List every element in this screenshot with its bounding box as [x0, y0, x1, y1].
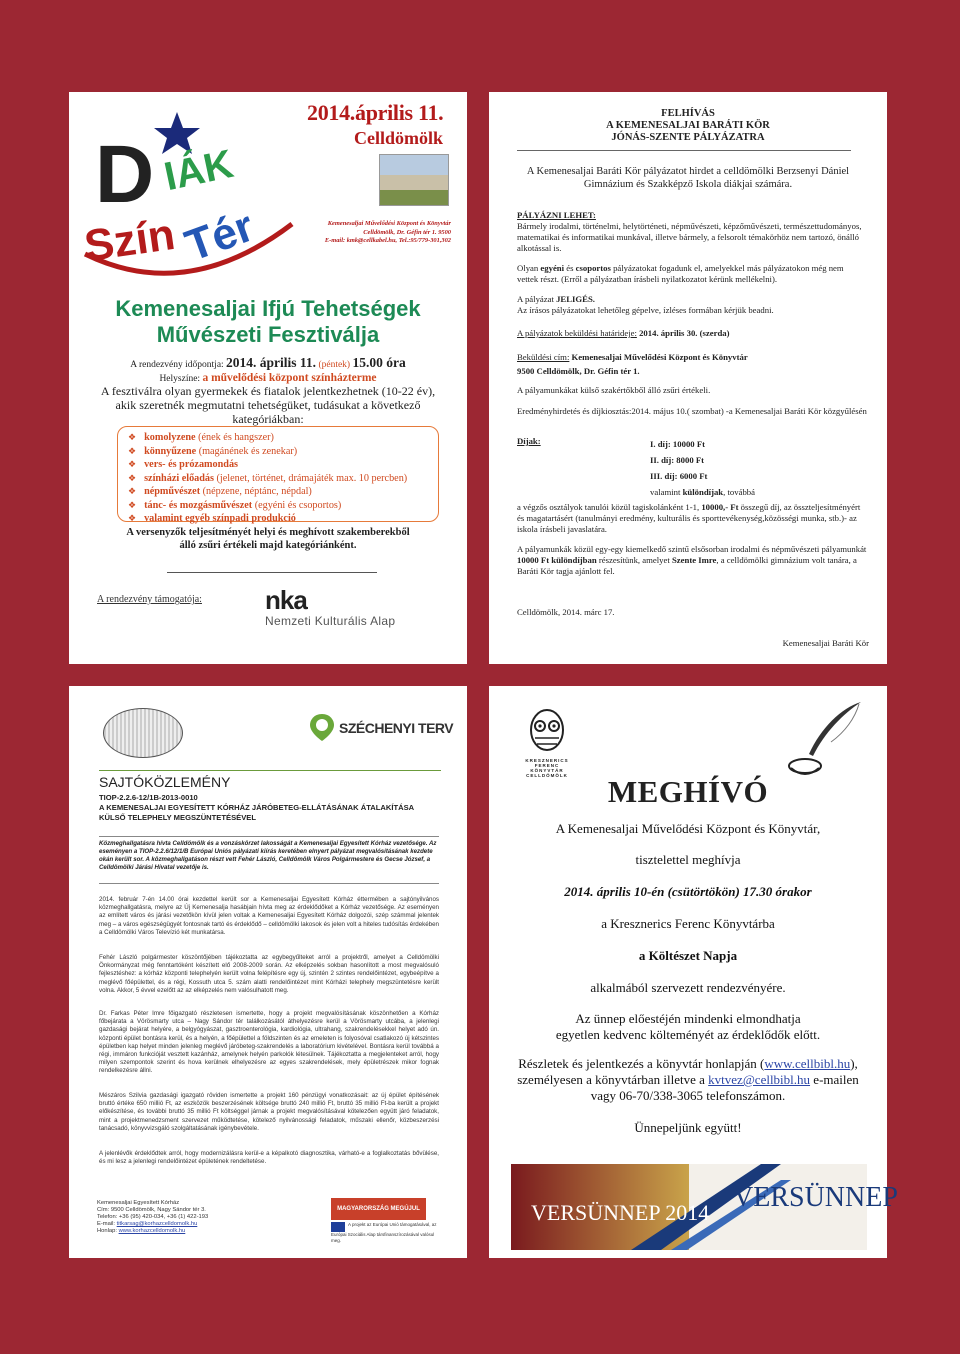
contact-line: Telefon: +36 (95) 420-034, +36 (1) 422-193: [97, 1214, 209, 1220]
text-part: összegű díj, az összteljesítményért és magatartásért (tanulmányi eredmény, kulturális és sporttevékenység,közösségi munka, stb.)- az iskola írásbeli javaslatára.: [517, 502, 861, 534]
call-for-submissions: [489, 92, 887, 664]
logo-word-iak: IÁK: [160, 141, 238, 200]
invitation-date: 2014. április 10-én (csütörtökön) 17.30 órakor: [564, 884, 812, 899]
poster-date: 2014.április 11.: [307, 100, 444, 125]
text-bold: 10000 Ft különdíjban: [517, 555, 597, 565]
contact-line: Cím: 9500 Celldömölk, Nagy Sándor tér 3.: [97, 1207, 206, 1213]
prize-1: I. díj: 10000 Ft: [650, 439, 706, 449]
banner-right-text: VERSÜNNEP: [733, 1182, 898, 1213]
press-summary: Közmeghallgatásra hívta Celldömölk és a vonzáskörzet lakosságát a Kemenesaljai Egyesített Kórház vezetősége. Az eseményen a TIOP-2.2.6/12/1/B Európai Uniós pályázati kiírás keretében elnyert pályázat megvalósításának kezdete okán került sor. A közmeghallgatáson részt vett Fehér László, Celldömölk Város Polgármestere és Gecse József, a Celldömölki Járási Hivatal vezetője is.: [99, 836, 439, 884]
deadline: [517, 328, 867, 339]
category-name: tánc- és mozgásművészet: [144, 499, 253, 511]
building-photo: [379, 154, 449, 206]
text-part: személyesen a könyvtárban illetve a: [517, 1072, 709, 1087]
org-name: Kemenesaljai Művelődési Központ és Könyvtár: [327, 220, 451, 227]
bullet-icon: ❖: [128, 472, 137, 483]
category-item: [128, 499, 438, 513]
call-intro-line: A Kemenesaljai Baráti Kör pályázatot hirdet a celldömölki Berzsenyi Dániel: [526, 166, 850, 177]
address-label: Beküldési cím:: [517, 352, 570, 362]
prize-2: II. díj: 8000 Ft: [650, 455, 705, 465]
press-paragraph: Dr. Farkas Péter Imre főigazgató részletesen ismertette, hogy a projekt megvalósításának köszönhetően a Kórház főbejárata a Vörösmarty utca – Nagy Sándor tér találkozásától áthelyezésre kerül a Vörösmarty utcába, a jelenlegi gazdasági bejárat helyére, a belgyógyászat, gasztroenterológia, kardiológia, ultrahang, szakrendelésekkel helyet adó ún. központi épület bontásra kerül, és a helyén, a főépülettel a földszinten és az emeleten is folyosóval csatlakozó új kétszintes épületben kap helyet minden jelenleg meglévő járóbeteg-szakrendelés a laboratórium kivételével. Bontásra kerül továbbá a régi, immáron funkcióját vesztett kazánház, amelynek helyén parkolók létesülnek. Tájékoztatta a megjelenteket arról, hogy milyen szempontok szerint és hova kerülnek elhelyezésre az egyes szakrendelések, mely épületrészek mikor fognak rendelkezésre állni.: [99, 1010, 439, 1075]
category-note: (magánének és zenekar): [196, 445, 298, 457]
press-release: [69, 686, 467, 1258]
bullet-icon: ❖: [128, 499, 137, 510]
web-link[interactable]: www.korhazcelldomolk.hu: [118, 1228, 186, 1234]
call-intro-line: Gimnázium és Szakképző Iskola diákjai számára.: [583, 178, 793, 190]
jury-line: álló zsűri értékeli majd kategóriánként.: [179, 540, 357, 551]
text-part: A pályázat: [517, 294, 557, 304]
logo-word-szin: Szín: [81, 209, 178, 272]
category-name: könnyűzene: [144, 445, 197, 457]
bullet-icon: ❖: [128, 459, 137, 469]
invitation-line: egyetlen kedvenc költeményét az érdeklődők előtt.: [555, 1027, 821, 1042]
category-note: (ének és hangszer): [195, 432, 274, 443]
category-item: [128, 472, 438, 486]
text-part: valamint: [650, 487, 683, 497]
category-note: (jelenet, történet, drámajáték max. 10 percben): [213, 472, 408, 484]
press-paragraph: 2014. február 7-én 14.00 órai kezdettel került sor a Kemenesaljai Egyesített Kórház éttermében a sajtónyilvános közmeghallgatásra, melyre az Új Kemenesalja hasábjain hívta meg az érdeklődőket a Kórház vezetősége. Az eseményen az említett város és járási vezetőkön kívül jelen voltak a Kemenesaljai Egyesített Kórház dolgozói, szép számmal jelentek meg – a város egészségügyét fontosnak tartó és érdeklődő – celldömölki lakosok és jelen volt a hiteles tudósítás érdekében a Celldömölki Város Televízió két munkatársa.: [99, 896, 439, 936]
prize-list: [650, 436, 850, 500]
graduate-prize: [517, 502, 867, 535]
category-name: népművészet: [144, 486, 201, 497]
press-paragraph: Fehér László polgármester köszöntőjében tájékoztatta az egybegyűlteket arról a projektről, amelyet a Celldömölki Önkormányzat még fenntartóként készített elő 2008-2009 során. Az elképzelés sokban hasonlított a most megvalósuló fejlesztéshez: a kórház központi telephelyén került volna felépítésre egy új, szintén 2 szintes rendelőintézet, egybeépítve a meglévő főépülettel, és a régi, Kossuth utca 5. szám alatti rendelőintézet mint Kórházi telephely megszüntetésre került volna. Akkor, 5 évvel ezelőtt az az elképzelés nem valósulhatott meg.: [99, 954, 439, 994]
invitation-line: tisztelettel meghívja: [635, 852, 741, 867]
intro-line: akik szeretnék megmutatni tehetségüket, tudásukat a következő: [115, 398, 421, 412]
event-date-value: 2014. április 11.: [226, 355, 317, 370]
category-note: (népzene, néptánc, népdal): [200, 486, 312, 497]
text-part: ),: [850, 1056, 858, 1071]
event-date-label: A rendezvény időpontja:: [130, 360, 227, 370]
event-date-line: [69, 356, 467, 372]
text-part: A pályamunkák közül egy-egy kiemelkedő szintű elsősorban irodalmi és népművészeti pályamunkát: [517, 544, 867, 554]
text-part: pályázatokat fogadunk el, amelyekkel más pályázatokon még nem vettek részt. (Erről a pályázatban írásbeli nyilatkozatot kérünk mellékelni).: [517, 263, 844, 284]
divider: [167, 572, 377, 573]
nka-logo: [265, 586, 405, 636]
quill-ink-icon: [785, 698, 869, 782]
signature: Kemenesaljai Baráti Kör: [782, 638, 869, 648]
address-value: Kemenesaljai Művelődési Központ és Könyvtár: [569, 352, 748, 362]
divider: [517, 150, 851, 151]
nka-logo-mark: nka: [265, 585, 307, 615]
prizes-label-text: Díjak:: [517, 436, 541, 446]
text-part: részesítünk, amelyet: [596, 555, 672, 565]
divider: [99, 770, 441, 771]
call-intro: [489, 166, 887, 191]
prizes-label: [517, 436, 637, 447]
library-email-link[interactable]: kvtvez@cellbibl.hu: [708, 1072, 811, 1087]
invitation-line: a Kresznerics Ferenc Könyvtárba: [601, 916, 775, 931]
invitation-phone: vagy 06-70/338-3065 telefonszámon.: [590, 1088, 786, 1103]
category-item: [128, 445, 438, 459]
banner-left-text: VERSÜNNEP 2014: [531, 1200, 710, 1225]
eu-funding-note: [331, 1222, 441, 1243]
jury-note: [69, 526, 467, 552]
press-release-title: SAJTÓKÖZLEMÉNY: [99, 774, 231, 790]
festival-intro: [69, 384, 467, 426]
text-bold: különdíjak: [682, 487, 724, 497]
category-item: [128, 458, 438, 472]
category-item: [128, 431, 438, 445]
invitation-line: alkalmából szervezett rendezvényére.: [590, 980, 786, 995]
bullet-icon: ❖: [128, 513, 137, 523]
email-link[interactable]: titkarsag@korhazcelldomolk.hu: [116, 1221, 198, 1227]
star-icon: [154, 112, 200, 154]
text-bold: 10000,- Ft: [701, 502, 739, 512]
sponsor-label: A rendezvény támogatója:: [97, 594, 202, 605]
eligibility-text: Bármely irodalmi, történelmi, helytörténeti, népművészeti, képzőművészeti, természettudományos, matematikai és informatikai munkával, illetve bármely, a felsorolt témakörhöz nem tartozó, önálló alkotással is.: [517, 221, 862, 253]
logo-letter-d: D: [95, 129, 155, 220]
category-note: (egyéni és csoportos): [252, 499, 342, 511]
text-part: Az írásos pályázatokat lehetőleg gépelve, ízléses formában kérjük beadni.: [517, 305, 774, 315]
szechenyi-pin-icon: [309, 712, 335, 742]
text-part: Részletek és jelentkezés a könyvtár honlapján (: [518, 1056, 765, 1071]
library-name-line: FERENC: [534, 763, 560, 768]
call-title: [489, 108, 887, 144]
text-part: , továbbá: [723, 487, 756, 497]
szechenyi-logo-text: SZÉCHENYI TERV: [339, 720, 454, 736]
email-label: E-mail:: [97, 1221, 117, 1227]
festival-title-line2: Művészeti Fesztiválja: [156, 322, 380, 347]
poster-diak-szin-ter: [69, 92, 467, 664]
text-part: a végzős osztályok tanulói közül tagiskolánként 1-1,: [517, 502, 702, 512]
date-place: Celldömölk, 2014. márc 17.: [517, 607, 615, 617]
project-reference: TIOP-2.2.6-12/1B-2013-0010: [99, 793, 198, 802]
invitation: [489, 686, 898, 1258]
intro-line: A fesztiválra olyan gyermekek és fiatalok jelentkezhetnek (10-22 év),: [100, 384, 436, 398]
event-time: 15.00 óra: [352, 355, 406, 370]
invitation-title: MEGHÍVÓ: [607, 774, 769, 809]
library-name-line: KRESZNERICS: [525, 758, 569, 763]
festival-title-line1: Kemenesaljai Ifjú Tehetségek: [115, 296, 421, 321]
eu-text: A projekt az Európai Unió támogatásával, az Európai Szociális Alap társfinanszírozásával valósul meg.: [331, 1222, 437, 1243]
hospital-contact: [97, 1200, 208, 1235]
bullet-icon: ❖: [128, 432, 137, 442]
press-paragraph: A jelenlévők érdeklődtek arról, hogy modernizálásra kerül-e a képalkotó diagnosztika, várható-e a foglalkoztatás bővülése, és mi lesz a jelenlegi rendelőintézet épületének rendeltetése.: [99, 1150, 439, 1166]
intro-line: kategóriákban:: [232, 412, 304, 426]
jury-text: A pályamunkákat külső szakértőkből álló zsűri értékeli.: [517, 385, 711, 395]
prize-3: III. díj: 6000 Ft: [650, 471, 708, 481]
text-part: e-mailen: [810, 1072, 859, 1087]
category-name: komolyzene: [144, 432, 196, 443]
contact-line: Kemenesaljai Egyesített Kórház: [97, 1200, 180, 1206]
text-part: Olyan: [517, 263, 541, 273]
bullet-icon: ❖: [128, 445, 137, 456]
text-bold: egyéni: [540, 263, 565, 273]
diak-szin-ter-logo: [77, 104, 307, 279]
hospital-crest-icon: [103, 708, 183, 758]
category-name: valamint egyéb színpadi produkció: [144, 513, 296, 524]
address-value-2: 9500 Celldömölk, Dr. Géfin tér 1.: [517, 366, 640, 376]
call-title-line: A KEMENESALJAI BARÁTI KÖR: [606, 120, 770, 131]
press-paragraph: Mészáros Szilvia gazdasági igazgató röviden ismertette a projekt 160 pénzügyi vonatkozásait: az új épület építésének bruttó értéke 650 millió Ft, az eszközök beszerzésének költsége bruttó 240 millió Ft, bruttó 35 millió Ft-ba került a projekt előkészítése, és további bruttó 35 millió Ft költséggel járnak a projekt megvalósításával kötelezően együtt járó feladatok, mint a projektmenedzsment szervezet működtetése, kötelező nyilvánossági feladatok, műszaki ellenőr, közbeszerzési tanácsadó, könyvvizsgáló szolgáltatásának igénybevétele.: [99, 1092, 439, 1132]
invitation-line: A Kemenesaljai Művelődési Központ és Könyvtár,: [555, 821, 821, 836]
eligibility-section: [517, 210, 867, 254]
bullet-icon: ❖: [128, 486, 137, 496]
category-item: [128, 485, 438, 499]
anonymous-note: [517, 294, 867, 316]
eu-flag-icon: [331, 1222, 345, 1232]
event-place-label: Helyszíne:: [159, 374, 203, 384]
event-day: (péntek): [316, 360, 353, 370]
org-contact: E-mail: kmk@cellkabel.hu, Tel.:95/779-301,302: [324, 237, 451, 244]
text-part: és: [564, 263, 576, 273]
address: [517, 352, 867, 377]
invitation-line: Az ünnep előestéjén mindenki elmondhatja: [575, 1011, 801, 1026]
call-title-line: JÓNÁS-SZENTE PÁLYÁZATRA: [611, 132, 765, 143]
organizer-info: [311, 220, 451, 246]
text-bold: JELIGÉS.: [556, 294, 595, 304]
library-name-line: CELLDÖMÖLK: [526, 773, 568, 778]
library-website-link[interactable]: www.cellbibl.hu: [764, 1056, 851, 1071]
web-label: Honlap:: [97, 1228, 119, 1234]
org-address: Celldömölk, Dr. Géfin tér 1. 9500: [363, 228, 451, 236]
press-headline: A KEMENESALJAI EGYESÍTETT KÓRHÁZ JÁRÓBETEG-ELLÁTÁSÁNAK ÁTALAKÍTÁSA KÜLSŐ TELEPHELY MEGSZÜNTETÉSÉVEL: [99, 803, 414, 822]
results-date: Eredményhirdetés és díjkiosztás:2014. május 10.( szombat) -a Kemenesaljai Baráti Kör közgyűlésén: [517, 406, 867, 416]
deadline-value: 2014. április 30. (szerda): [636, 328, 730, 338]
invitation-details: [489, 1072, 887, 1088]
category-item: [128, 512, 438, 526]
library-name-line: KÖNYVTÁR: [530, 768, 564, 773]
invitation-closing: Ünnepeljünk együtt!: [634, 1120, 742, 1135]
call-title-line: FELHÍVÁS: [661, 108, 715, 119]
category-name: színházi előadás: [144, 472, 214, 484]
category-name: vers- és prózamondás: [144, 459, 239, 470]
entry-types: [517, 263, 867, 285]
deadline-label: A pályázatok beküldési határideje:: [517, 328, 637, 338]
logo-word-ter: Tér: [178, 201, 261, 271]
text-bold: csoportos: [575, 263, 611, 273]
invitation-event: a Költészet Napja: [638, 948, 738, 963]
eligibility-label: PÁLYÁZNI LEHET:: [517, 210, 596, 220]
text-part: , a celldömölki gimnázium volt tanára, a Baráti Kör tagja ajánlott fel.: [517, 555, 857, 576]
jury-line: A versenyzők teljesítményét helyi és meghívott szakemberekből: [126, 527, 410, 538]
poster-city: Celldömölk: [354, 128, 444, 148]
event-place-value: a művelődési központ színházterme: [202, 372, 377, 384]
invitation-details: [489, 1056, 887, 1072]
nka-logo-name: Nemzeti Kulturális Alap: [265, 614, 396, 628]
category-list: [117, 426, 439, 522]
versunnep-banner: [511, 1164, 898, 1250]
special-prize: [517, 544, 867, 577]
text-bold: Szente Imre: [671, 555, 717, 565]
magyarorszag-megujul-logo: MAGYARORSZÁG MEGÚJUL: [331, 1198, 426, 1220]
